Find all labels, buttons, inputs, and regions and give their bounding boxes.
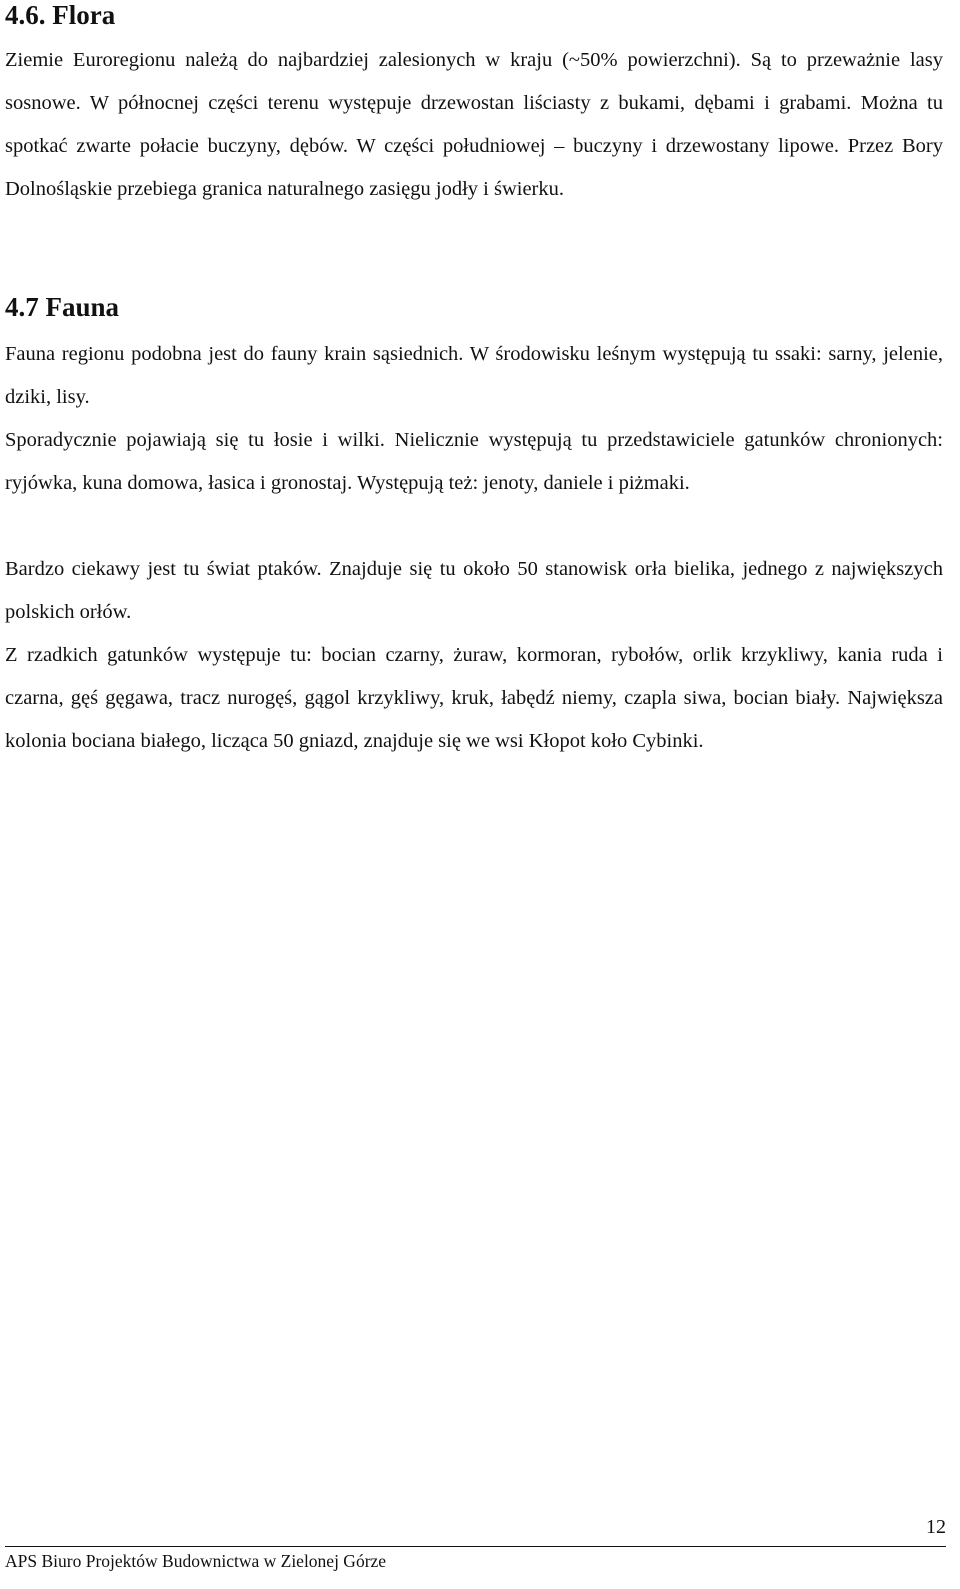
fauna-paragraph-1: Fauna regionu podobna jest do fauny krain sąsiednich. W środowisku leśnym występują tu ssaki: sarny, jelenie, dziki, lisy. [5, 343, 943, 408]
fauna-paragraph-3: Bardzo ciekawy jest tu świat ptaków. Znajduje się tu około 50 stanowisk orła bielika, jednego z największych polskich orłów. [5, 558, 943, 623]
fauna-paragraph-4: Z rzadkich gatunków występuje tu: bocian czarny, żuraw, kormoran, rybołów, orlik krzykliwy, kania ruda i czarna, gęś gęgawa, tracz nurogęś, gągol krzykliwy, kruk, łabędź niemy, czapla siwa, bocian biały. Największa kolonia bociana białego, licząca 50 gniazd, znajduje się we wsi Kłopot koło Cybinki. [5, 644, 943, 752]
fauna-paragraph-2: Sporadycznie pojawiają się tu łosie i wilki. Nielicznie występują tu przedstawiciele gatunków chronionych: ryjówka, kuna domowa, łasica i gronostaj. Występują też: jenoty, daniele i piżmaki. [5, 429, 943, 494]
flora-paragraph: Ziemie Euroregionu należą do najbardziej zalesionych w kraju (~50% powierzchni). Są to przeważnie lasy sosnowe. W północnej części terenu występuje drzewostan liściasty z bukami, dębami i grabami. Można tu spotkać zwarte połacie buczyny, dębów. W części południowej – buczyny i drzewostany lipowe. Przez Bory Dolnośląskie przebiega granica naturalnego zasięgu jodły i świerku. [5, 49, 943, 200]
footer-divider [5, 1546, 946, 1547]
page-number: 12 [926, 1516, 946, 1538]
footer-text: APS Biuro Projektów Budownictwa w Zielonej Górze [5, 1551, 387, 1571]
section-heading-fauna: 4.7 Fauna [5, 292, 120, 322]
section-heading-flora: 4.6. Flora [5, 0, 116, 30]
